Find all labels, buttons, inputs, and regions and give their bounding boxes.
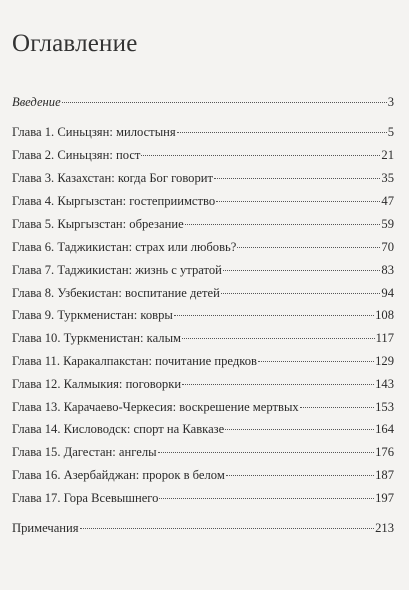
toc-entry-label: Введение (12, 95, 61, 109)
dot-leader (216, 201, 380, 202)
toc-entry-chapter-12[interactable] (12, 376, 394, 392)
toc-entry-page: 129 (375, 354, 394, 368)
dot-leader (177, 132, 387, 133)
toc-entry-page: 117 (375, 331, 394, 345)
toc-entry-chapter-2[interactable] (12, 147, 394, 163)
toc-entry-page: 143 (375, 377, 394, 391)
toc-entry-chapter-5[interactable] (12, 216, 394, 232)
toc-entry-chapter-13[interactable] (12, 399, 394, 415)
toc-entry-chapter-16[interactable] (12, 467, 394, 483)
dot-leader (185, 224, 381, 225)
toc-entry-chapter-3[interactable] (12, 170, 394, 186)
toc-entry-label: Глава 14. Кисловодск: спорт на Кавказе (12, 422, 225, 436)
dot-leader (158, 452, 375, 453)
toc-entry-page: 59 (381, 217, 394, 231)
toc-entry-label: Глава 9. Туркменистан: ковры (12, 308, 173, 322)
toc-entry-chapter-14[interactable] (12, 421, 394, 437)
toc-entry-label: Глава 4. Кыргызстан: гостеприимство (12, 194, 216, 208)
dot-leader (141, 155, 380, 156)
dot-leader (62, 102, 387, 103)
dot-leader (174, 315, 374, 316)
toc-entry-chapter-11[interactable] (12, 353, 394, 369)
toc-entry-chapter-4[interactable] (12, 193, 394, 209)
dot-leader (223, 270, 381, 271)
toc-entry-label: Глава 8. Узбекистан: воспитание детей (12, 286, 220, 300)
toc-entry-page: 164 (375, 422, 394, 436)
dot-leader (182, 338, 375, 339)
dot-leader (221, 293, 381, 294)
toc-entry-page: 47 (381, 194, 394, 208)
toc-entry-page: 70 (381, 240, 394, 254)
toc-entry-label: Глава 11. Каракалпакстан: почитание предков (12, 354, 257, 368)
toc-entry-label: Глава 17. Гора Всевышнего (12, 491, 159, 505)
dot-leader (237, 247, 380, 248)
dot-leader (300, 407, 374, 408)
toc-entry-page: 213 (375, 521, 394, 535)
toc-entry-introduction[interactable] (12, 94, 394, 110)
dot-leader (214, 178, 380, 179)
toc-entry-label: Глава 6. Таджикистан: страх или любовь? (12, 240, 237, 254)
toc-entry-chapter-9[interactable] (12, 307, 394, 323)
toc-entry-page: 108 (375, 308, 394, 322)
toc-entry-notes[interactable] (12, 520, 394, 536)
toc-entry-label: Глава 10. Туркменистан: калым (12, 331, 182, 345)
toc-entry-label: Глава 16. Азербайджан: пророк в белом (12, 468, 225, 482)
toc-entry-page: 3 (387, 95, 394, 109)
dot-leader (80, 528, 375, 529)
toc-entry-label: Глава 7. Таджикистан: жизнь с утратой (12, 263, 222, 277)
dot-leader (182, 384, 374, 385)
toc-entry-page: 187 (375, 468, 394, 482)
toc-entry-chapter-1[interactable] (12, 124, 394, 140)
toc-entry-label: Глава 12. Калмыкия: поговорки (12, 377, 182, 391)
toc-entry-page: 153 (375, 400, 394, 414)
toc-entry-label: Глава 13. Карачаево-Черкесия: воскрешение мертвых (12, 400, 299, 414)
toc-entry-page: 197 (375, 491, 394, 505)
toc-entry-label: Глава 5. Кыргызстан: обрезание (12, 217, 184, 231)
dot-leader (226, 475, 374, 476)
dot-leader (159, 498, 374, 499)
toc-entry-page: 35 (381, 171, 394, 185)
toc-entry-label: Глава 3. Казахстан: когда Бог говорит (12, 171, 214, 185)
dot-leader (258, 361, 374, 362)
toc-entry-chapter-10[interactable] (12, 330, 394, 346)
toc-entry-page: 5 (387, 125, 394, 139)
toc-entry-label: Глава 1. Синьцзян: милостыня (12, 125, 176, 139)
dot-leader (225, 429, 374, 430)
toc-entry-label: Глава 15. Дагестан: ангелы (12, 445, 157, 459)
toc-entry-page: 176 (375, 445, 394, 459)
toc-entry-chapter-8[interactable] (12, 285, 394, 301)
toc-entry-page: 21 (381, 148, 394, 162)
toc-entry-chapter-6[interactable] (12, 239, 394, 255)
page-title: Оглавление (12, 30, 138, 57)
toc-entry-page: 94 (381, 286, 394, 300)
toc-entry-chapter-17[interactable] (12, 490, 394, 506)
toc-entry-label: Примечания (12, 521, 79, 535)
toc-entry-page: 83 (381, 263, 394, 277)
toc-entry-label: Глава 2. Синьцзян: пост (12, 148, 141, 162)
toc-entry-chapter-7[interactable] (12, 262, 394, 278)
toc-entry-chapter-15[interactable] (12, 444, 394, 460)
